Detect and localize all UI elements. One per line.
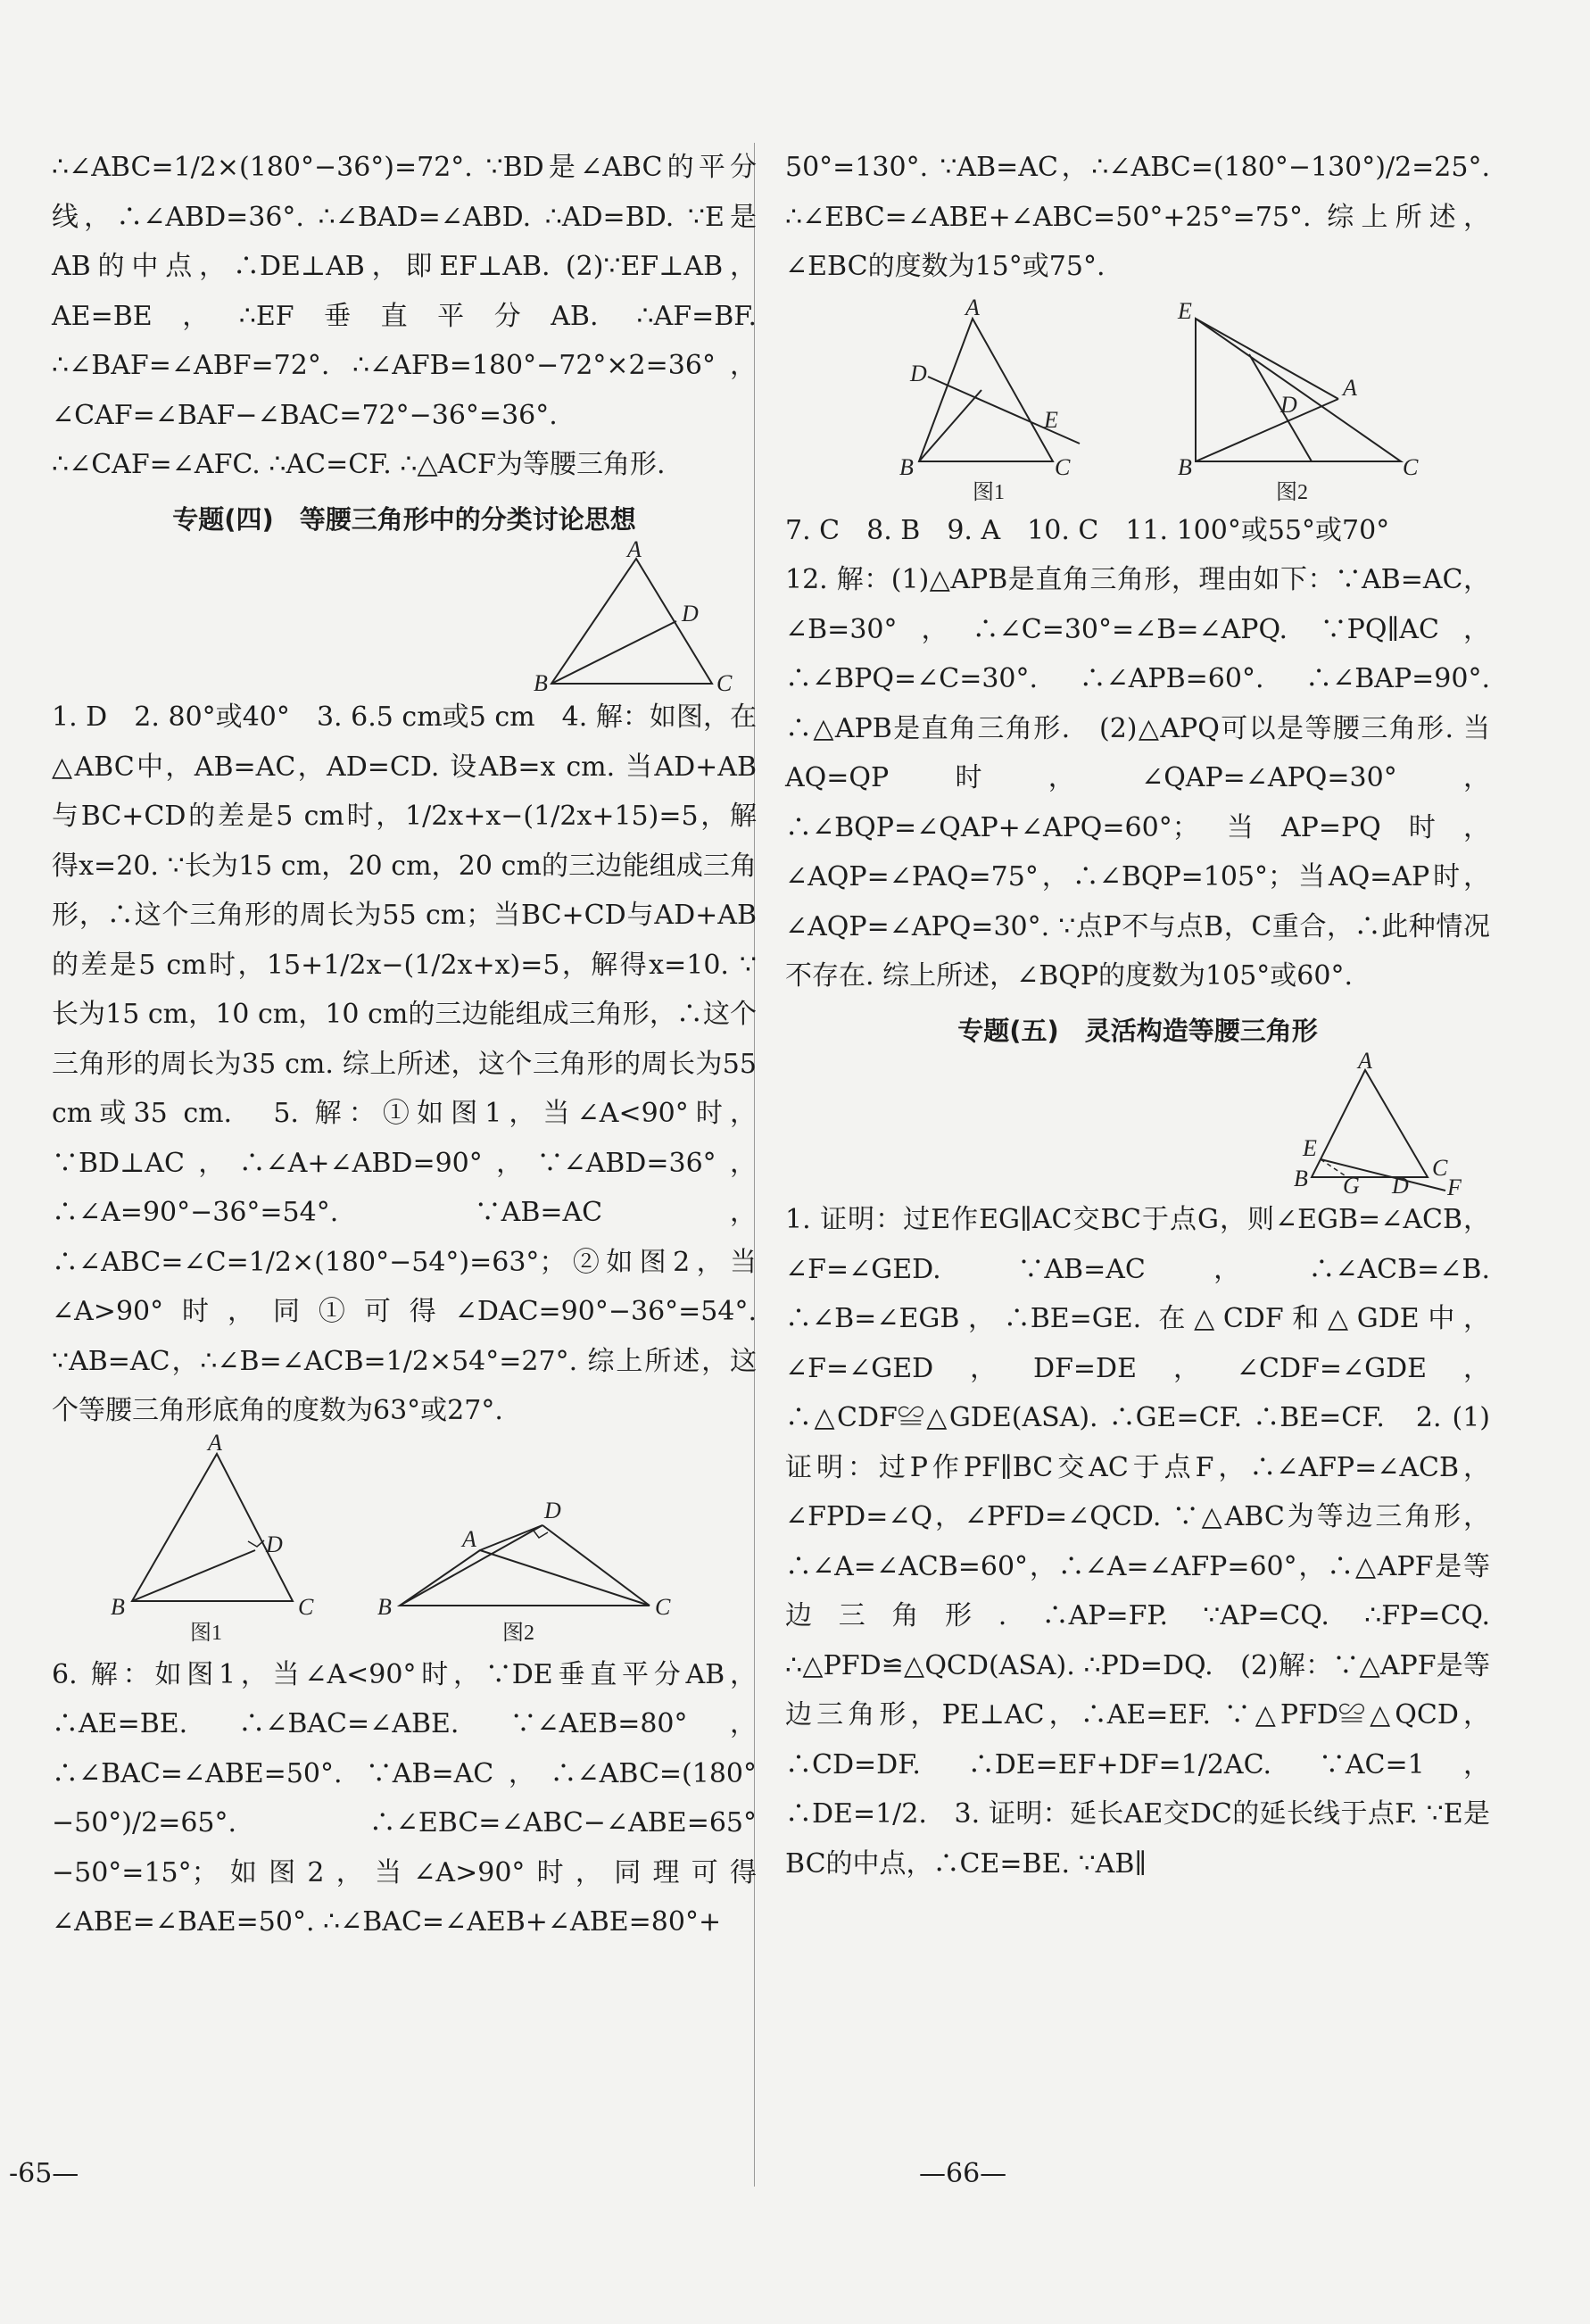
svg-text:F: F: [1447, 1174, 1462, 1200]
svg-text:D: D: [266, 1531, 283, 1557]
svg-text:D: D: [544, 1497, 561, 1523]
svg-text:图1: 图1: [190, 1621, 222, 1645]
paragraph: 50°=130°. ∵AB=AC，∴∠ABC=(180°−130°)/2=25°. ∴∠EBC=∠ABE+∠ABC=50°+25°=75°. 综上所述，∠EBC的度数为15°或75°.: [785, 152, 1490, 282]
paragraph: ∴∠ABC=1/2×(180°−36°)=72°. ∵BD是∠ABC的平分线，∴∠ABD=36°. ∴∠BAD=∠ABD. ∴AD=BD. ∵E是AB的中点，∴DE⊥AB，即EF⊥AB. (2)∵EF⊥AB，AE=BE，∴EF垂直平分AB. ∴AF=BF. ∴∠BAF=∠ABF=72°. ∴∠AFB=180°−72°×2=36°，∠CAF=∠BAF−∠BAC=72°−36°=36°. ∴∠CAF=∠AFC. ∴AC=CF. ∴△ACF为等腰三角形.: [52, 152, 757, 480]
svg-text:E: E: [1178, 297, 1192, 324]
paragraph: 1. 证明：过E作EG∥AC交BC于点G，则∠EGB=∠ACB，∠F=∠GED. ∵AB=AC，∴∠ACB=∠B. ∴∠B=∠EGB，∴BE=GE. 在△CDF和△GDE中，∠F=∠GED，DF=DE，∠CDF=∠GDE，∴△CDF≌△GDE(ASA). ∴GE=CF. ∴BE=CF. 2. (1)证明：过P作PF∥BC交AC于点F，∴∠AFP=∠ACB，∠FPD=∠Q，∠PFD=∠QCD. ∵△ABC为等边三角形，∴∠A=∠ACB=60°，∴∠A=∠AFP=60°，∴△APF是等边三角形. ∴AP=FP. ∵AP=CQ. ∴FP=CQ. ∴△PFD≌△QCD(ASA). ∴PD=DQ. (2)解：∵△APF是等边三角形，PE⊥AC，∴AE=EF. ∵△PFD≌△QCD，∴CD=DF. ∴DE=EF+DF=1/2AC. ∵AC=1，∴DE=1/2. 3. 证明：延长AE交DC的延长线于点F. ∵E是BC的中点，∴CE=BE. ∵AB∥: [785, 1204, 1490, 1880]
svg-text:C: C: [655, 1593, 671, 1620]
svg-text:A: A: [208, 1429, 222, 1456]
svg-text:图2: 图2: [1276, 480, 1308, 504]
svg-text:C: C: [716, 670, 733, 696]
svg-text:B: B: [899, 453, 914, 480]
triangle-figure-q1: [785, 1048, 1490, 1200]
svg-text:图2: 图2: [502, 1621, 534, 1645]
section-heading: 专题(四) 等腰三角形中的分类讨论思想: [172, 503, 636, 535]
paragraph: 12. 解：(1)△APB是直角三角形，理由如下：∵AB=AC，∠B=30°，∴∠C=30°=∠B=∠APQ. ∵PQ∥AC，∴∠BPQ=∠C=30°. ∴∠APB=60°. ∴∠BAP=90°. ∴△APB是直角三角形. (2)△APQ可以是等腰三角形. 当AQ=QP时，∠QAP=∠APQ=30°，∴∠BQP=∠QAP+∠APQ=60°；当AP=PQ时，∠AQP=∠PAQ=75°，∴∠BQP=105°；当AQ=AP时，∠AQP=∠APQ=30°. ∵点P不与点B，C重合，∴此种情况不存在. 综上所述，∠BQP的度数为105°或60°.: [785, 564, 1490, 992]
paragraph: 6. 解：如图1，当∠A<90°时，∵DE垂直平分AB，∴AE=BE. ∴∠BAC=∠ABE. ∵∠AEB=80°，∴∠BAC=∠ABE=50°. ∵AB=AC，∴∠ABC=(180°−50°)/2=65°. ∴∠EBC=∠ABC−∠ABE=65°−50°=15°；如图2，当∠A>90°时，同理可得∠ABE=∠BAE=50°. ∴∠BAC=∠AEB+∠ABE=80°+: [52, 1658, 757, 1938]
svg-text:C: C: [1055, 453, 1071, 480]
svg-text:B: B: [111, 1593, 125, 1620]
svg-text:图1: 图1: [973, 480, 1005, 504]
page-number-left: -65—: [9, 2158, 79, 2189]
figures-q6: [785, 292, 1490, 506]
svg-text:C: C: [1403, 453, 1419, 480]
svg-text:G: G: [1343, 1173, 1360, 1199]
paragraph: 1. D 2. 80°或40° 3. 6.5 cm或5 cm 4. 解：如图，在△ABC中，AB=AC，AD=CD. 设AB=x cm. 当AD+AB与BC+CD的差是5 cm时，1/2x+x−(1/2x+15)=5，解得x=20. ∵长为15 cm，20 cm，20 cm的三边能组成三角形，∴这个三角形的周长为55 cm；当BC+CD与AD+AB的差是5 cm时，15+1/2x−(1/2x+x)=5，解得x=10. ∵长为15 cm，10 cm，10 cm的三边能组成三角形，∴这个三角形的周长为35 cm. 综上所述，这个三角形的周长为55 cm或35 cm. 5. 解：①如图1，当∠A<90°时，∵BD⊥AC，∴∠A+∠ABD=90°，∵∠ABD=36°，∴∠A=90°−36°=54°. ∵AB=AC，∴∠ABC=∠C=1/2×(180°−54°)=63°；②如图2，当∠A>90°时，同①可得∠DAC=90°−36°=54°. ∵AB=AC，∴∠B=∠ACB=1/2×54°=27°. 综上所述，这个等腰三角形底角的度数为63°或27°.: [52, 701, 757, 1426]
svg-text:D: D: [1280, 391, 1297, 418]
svg-text:A: A: [1343, 374, 1357, 401]
right-column: [785, 143, 1490, 1888]
triangle-figure-q4: [52, 536, 757, 696]
svg-text:A: A: [965, 294, 980, 320]
svg-text:A: A: [627, 536, 642, 562]
svg-text:B: B: [534, 670, 548, 696]
page-number-right: —66—: [919, 2158, 1007, 2189]
answer-line: 7. C 8. B 9. A 10. C 11. 100°或55°或70°: [785, 514, 1390, 546]
svg-text:B: B: [377, 1593, 392, 1620]
svg-text:C: C: [1432, 1155, 1448, 1181]
svg-text:D: D: [1392, 1173, 1409, 1199]
svg-text:E: E: [1303, 1135, 1317, 1161]
svg-text:C: C: [298, 1593, 314, 1620]
svg-text:E: E: [1044, 406, 1058, 433]
section-heading: 专题(五) 灵活构造等腰三角形: [957, 1015, 1318, 1046]
svg-text:D: D: [682, 601, 699, 627]
svg-text:D: D: [910, 360, 927, 386]
svg-text:A: A: [1358, 1048, 1372, 1074]
left-column: [52, 143, 757, 1947]
svg-text:B: B: [1178, 453, 1192, 480]
svg-text:B: B: [1294, 1166, 1308, 1191]
svg-text:A: A: [462, 1525, 476, 1552]
figures-q5: [52, 1429, 757, 1650]
